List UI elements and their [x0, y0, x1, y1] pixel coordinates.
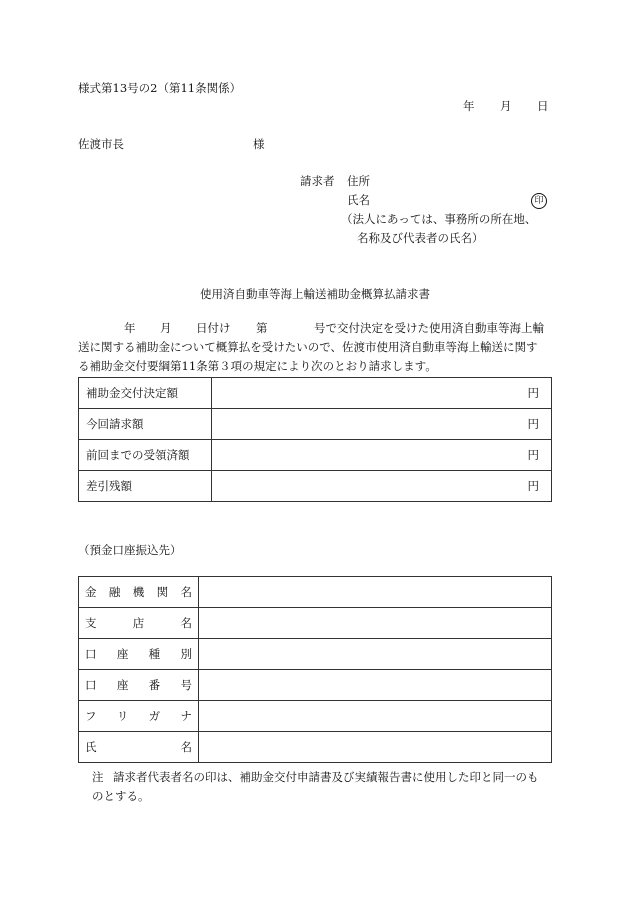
table-row	[79, 378, 552, 409]
body-month: 月	[160, 321, 172, 335]
table-row	[79, 440, 552, 471]
account-number-field[interactable]	[199, 670, 552, 701]
bank-section-label: （預金口座振込先）	[78, 543, 182, 557]
seal-mark: 印	[531, 192, 547, 209]
bank-table	[78, 576, 552, 763]
table-row	[79, 701, 552, 732]
bank-name-label: 金 融 機 関 名	[79, 577, 199, 608]
table-row	[79, 409, 552, 440]
table-row	[79, 608, 552, 639]
footnote-mark: 注	[92, 770, 104, 784]
body-line3: る補助金交付要綱第11条第３項の規定により次のとおり請求します。	[78, 359, 437, 373]
footnote-line1: 請求者代表者名の印は、補助金交付申請書及び実績報告書に使用した印と同一のも	[113, 770, 539, 784]
table-row	[79, 471, 552, 502]
account-type-label: 口 座 種 別	[79, 639, 199, 670]
branch-name-label: 支 店 名	[79, 608, 199, 639]
amount-label: 補助金交付決定額	[79, 378, 212, 409]
table-row	[79, 732, 552, 763]
amounts-table	[78, 377, 552, 502]
document-title: 使用済自動車等海上輸送補助金概算払請求書	[200, 287, 430, 301]
footnote-line2: のとする。	[92, 789, 150, 803]
date-month-label: 月	[500, 99, 512, 113]
account-holder-field[interactable]	[199, 732, 552, 763]
form-number: 様式第13号の2（第11条関係）	[78, 81, 242, 95]
furigana-field[interactable]	[199, 701, 552, 732]
amount-value-cell[interactable]: 円	[212, 471, 552, 502]
body-day-dated: 日付け	[196, 321, 231, 335]
body-year: 年	[124, 321, 136, 335]
furigana-label: フ リ ガ ナ	[79, 701, 199, 732]
requester-label: 請求者	[300, 174, 335, 188]
bank-name-field[interactable]	[199, 577, 552, 608]
body-line2: 送に関する補助金について概算払を受けたいので、佐渡市使用済自動車等海上輸送に関す	[78, 340, 538, 354]
body-dai: 第	[256, 321, 268, 335]
body-line1-rest: 号で交付決定を受けた使用済自動車等海上輸	[314, 321, 544, 335]
table-row	[79, 639, 552, 670]
requester-note-line2: 名称及び代表者の氏名）	[357, 231, 484, 245]
amount-value-cell[interactable]: 円	[212, 378, 552, 409]
amount-value-cell[interactable]: 円	[212, 409, 552, 440]
branch-name-field[interactable]	[199, 608, 552, 639]
amount-value-cell[interactable]: 円	[212, 440, 552, 471]
table-row	[79, 670, 552, 701]
account-holder-label: 氏 名	[79, 732, 199, 763]
amount-label: 差引残額	[79, 471, 212, 502]
date-year-label: 年	[463, 99, 475, 113]
account-type-field[interactable]	[199, 639, 552, 670]
requester-note-line1: （法人にあっては、事務所の所在地、	[341, 212, 537, 226]
amount-label: 今回請求額	[79, 409, 212, 440]
address-label: 住所	[347, 174, 370, 188]
date-day-label: 日	[537, 99, 549, 113]
name-label: 氏名	[347, 193, 370, 207]
amount-label: 前回までの受領済額	[79, 440, 212, 471]
addressee-honorific: 様	[253, 137, 265, 151]
account-number-label: 口 座 番 号	[79, 670, 199, 701]
table-row	[79, 577, 552, 608]
addressee-name: 佐渡市長	[78, 137, 124, 151]
